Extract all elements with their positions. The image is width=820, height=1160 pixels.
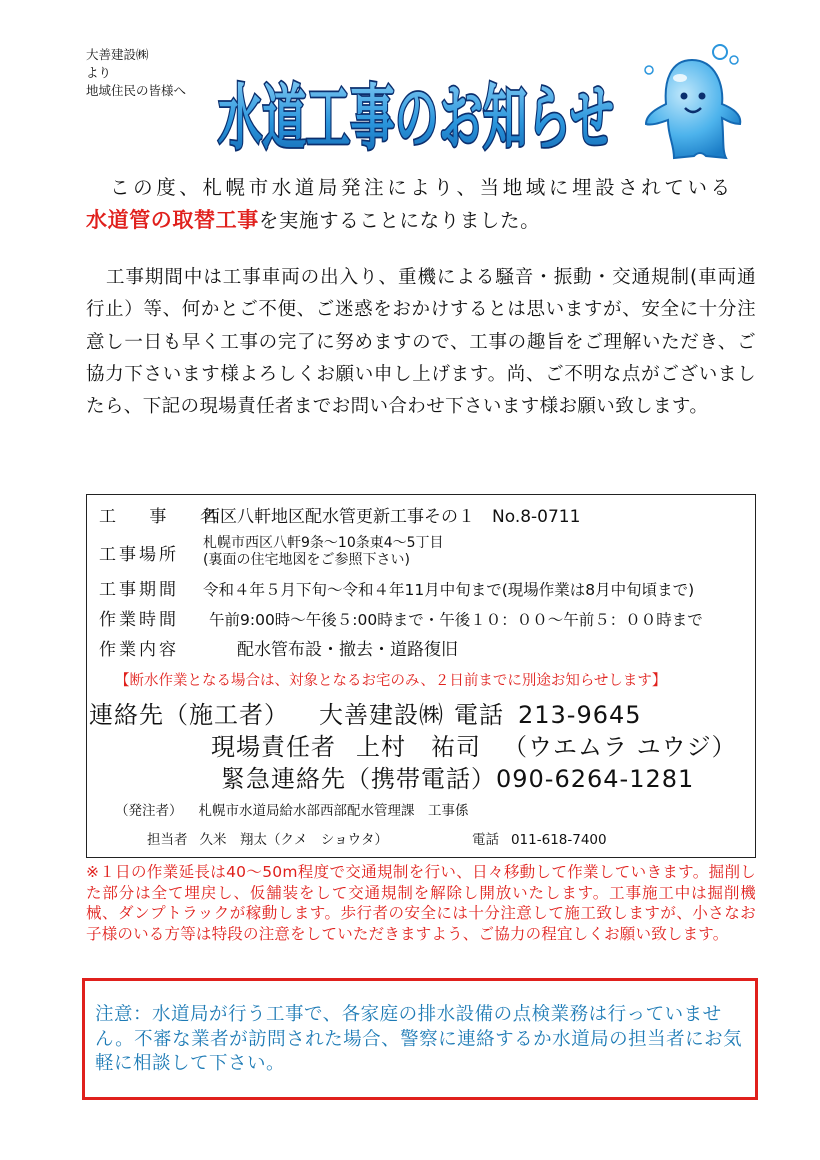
work-hours-value: 午前9:00時～午後５:00時まで・午後１０：００～午前５：００時まで <box>209 611 703 629</box>
emergency-label: 緊急連絡先（携帯電話） <box>221 765 496 793</box>
red-note: ※１日の作業延長は40～50m程度で交通規制を行い、日々移動して作業していきます。掘削した部分は全て埋戻し、仮舗装をして交通規制を解除し開放いたします。工事施工中は掘削機械、ダンプトラックが稼動します。歩行者の安全には十分注意して施工致しますが、小さなお子様のいる方等は特段の注意をしていただきますよう、ご協力の程宜しくお願い致します。 <box>86 863 756 943</box>
intro-highlight: 水道管の取替工事 <box>86 208 259 232</box>
work-period-label: 工事期間 <box>99 580 179 600</box>
sender-company: 大善建設㈱ <box>86 47 149 62</box>
sender-from: より <box>86 65 112 80</box>
manager-row <box>211 733 737 761</box>
intro-line-2-rest: を実施することになりました。 <box>258 209 541 232</box>
work-name-value: 西区八軒地区配水管更新工事その１ No.8-0711 <box>203 507 581 527</box>
manager-label: 現場責任者 <box>211 733 336 761</box>
contact-phone-label: 電話 <box>454 701 504 729</box>
warning-box <box>82 978 758 1100</box>
work-info-box <box>86 494 756 858</box>
work-name-row <box>99 507 580 527</box>
outage-notice: 【断水作業となる場合は、対象となるお宅のみ、２日前までに別途お知らせします】 <box>115 673 667 689</box>
intro-line-2 <box>86 204 756 237</box>
work-hours-row <box>99 610 703 630</box>
person-row <box>147 830 607 850</box>
person-label: 担当者 <box>147 832 188 848</box>
body-paragraph: 工事期間中は工事車両の出入り、重機による騒音・振動・交通規制(車両通行止）等、何かとご不便、ご迷惑をおかけするとは思いますが、安全に十分注意し一日も早く工事の完了に努めますので、工事の趣旨をご理解いただき、ご協力下さいます様よろしくお願い申し上げます。尚、ご不明な点がございましたら、下記の現場責任者までお問い合わせ下さいます様お願い致します。 <box>86 267 756 418</box>
work-place-row <box>99 535 444 569</box>
contact-company: 大善建設㈱ <box>319 701 444 729</box>
page-title <box>206 40 626 160</box>
work-place-label: 工事場所 <box>99 545 179 565</box>
work-name-label: 工 事 名 <box>99 507 231 527</box>
work-content-value: 配水管布設・撤去・道路復旧 <box>237 640 458 660</box>
person-phone: 011-618-7400 <box>510 832 607 848</box>
manager-name: 上村 祐司 <box>356 733 481 761</box>
work-content-label: 作業内容 <box>99 640 179 660</box>
contact-label: 連絡先（施工者） <box>89 701 289 729</box>
person-name: 久米 翔太（クメ ショウタ） <box>199 832 388 848</box>
work-period-row <box>99 580 694 600</box>
emergency-phone: 090-6264-1281 <box>496 765 695 793</box>
page-title-art <box>206 40 626 160</box>
contact-row <box>89 701 642 729</box>
page-title-text: 水道工事のお知らせ <box>218 77 614 160</box>
manager-kana: （ウエムラ ユウジ） <box>503 733 737 761</box>
work-place-value-1: 札幌市西区八軒9条～10条東4～5丁目 <box>203 535 444 551</box>
work-content-row <box>99 640 458 660</box>
client-value: 札幌市水道局給水部西部配水管理課 工事係 <box>198 803 469 819</box>
sender-recipient: 地域住民の皆様へ <box>86 83 187 98</box>
work-place-value-2: (裏面の住宅地図をご参照下さい) <box>203 552 410 568</box>
client-row <box>115 801 469 821</box>
work-hours-label: 作業時間 <box>99 610 179 630</box>
sender-block <box>86 46 186 100</box>
contact-phone: 213-9645 <box>518 701 642 729</box>
work-period-value: 令和４年５月下旬～令和４年11月中旬まで(現場作業は8月中旬頃まで) <box>203 581 695 599</box>
client-label: （発注者） <box>115 803 183 819</box>
water-drop-mascot-icon <box>640 38 750 163</box>
intro-paragraph <box>86 172 756 237</box>
warning-text: 注意：水道局が行う工事で、各家庭の排水設備の点検業務は行っていません。不審な業者が訪問された場合、警察に連絡するか水道局の担当者にお気軽に相談して下さい。 <box>95 1004 743 1074</box>
intro-line-1: この度、札幌市水道局発注により、当地域に埋設されている <box>110 176 734 199</box>
person-phone-label: 電話 <box>471 832 499 848</box>
emergency-row <box>221 765 694 793</box>
